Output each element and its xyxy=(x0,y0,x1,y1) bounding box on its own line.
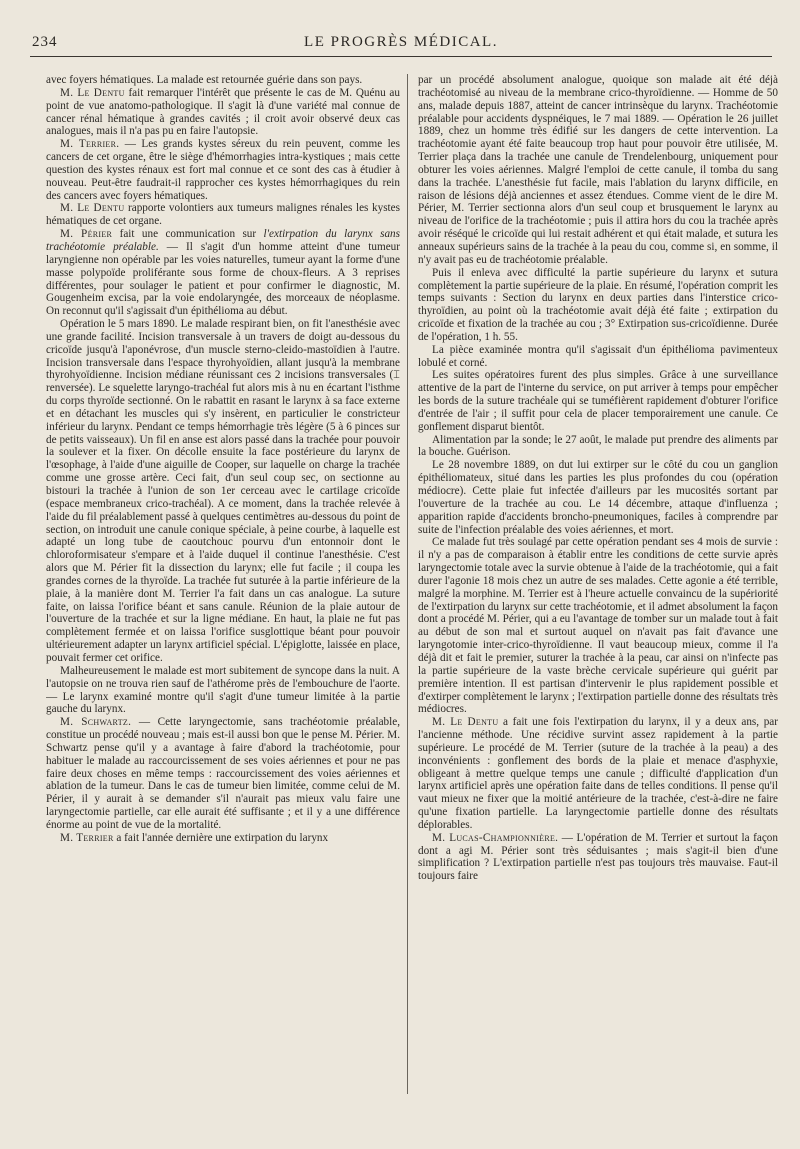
paragraph-text: rapporte volontiers aux tumeurs malignes rénales les kystes hématiques de cet organe. xyxy=(46,202,400,228)
speaker-name: M. Terrier. xyxy=(60,138,120,151)
paragraph-text: a fait l'année dernière une extirpation du larynx xyxy=(113,831,329,844)
paragraph-text: — L'opération de M. Terrier et surtout la façon dont a agi M. Périer sont très séduisantes ; mais s'agit-il bien d'une simplification ? L'extirpation partielle n'est pas toujours très mauvaise. Faut-il toujours faire xyxy=(418,831,778,883)
paragraph-text: Alimentation par la sonde; le 27 août, le malade put prendre des aliments par la bouche. Guérison. xyxy=(418,433,778,459)
paragraph-text: par un procédé absolument analogue, quoique son malade ait été déjà trachéotomisé au niveau de la membrane crico-thyroïdienne. — Homme de 50 ans, malade depuis 1887, atteint de cancer intrinsèque du larynx. Trachéotomie préalable pour accidents dyspnéiques, le 7 mai 1889. — Opération le 26 juillet 1889, chez un homme très édifié sur les dangers de cette intervention. La trachéotomie ayant été faite beaucoup trop haut pour pouvoir être utilisée, M. Terrier plaça dans la trachée une canule de Trendelenbourg, uniquement pour obturer les voies aériennes. Malgré l'emploi de cette canule, il tomba du sang dans la trachée. L'anesthésie fut facile, mais l'ablation du larynx difficile, en raison de lésions déjà anciennes et assez étendues. Comme vient de le dire M. Périer, M. Terrier sectionna alors d'un seul coup et brusquement le larynx au niveau de l'orifice de la trachéotomie ; puis il attira hors du cou la trachée après avoir réséqué le cricoïde qui lui restait adhérent et qui était malade, et sutura les anneaux supérieurs sains de la trachée à la peau du cou, comme si, en somme, il n'y avait pas eu de trachéotomie préalable. xyxy=(418,74,778,266)
left-column xyxy=(46,74,400,1114)
paragraph xyxy=(46,716,400,832)
column-divider xyxy=(407,74,408,1094)
speaker-name: M. Périer xyxy=(60,228,113,241)
page-number: 234 xyxy=(32,34,58,50)
paragraph-text: La pièce examinée montra qu'il s'agissait d'un épithélioma pavimenteux lobulé et corné. xyxy=(418,343,778,369)
paragraph-text: avec foyers hématiques. La malade est retournée guérie dans son pays. xyxy=(46,74,363,86)
paragraph-text: a fait une fois l'extirpation du larynx, il y a deux ans, par l'ancienne méthode. Une récidive survint assez rapidement à la partie supérieure. Le procédé de M. Terrier (suture de la trachée à la peau) a des inconvénients : gonflement des bords de la plaie et menace d'asphyxie, obligeant à mettre quelque temps une canule ; difficulté d'application d'un larynx artificiel après une opération faite dans de telles conditions. Il pense qu'il vaut mieux ne fixer que la moitié antérieure de la trachée, c'est-à-dire ne faire qu'une fixation partielle. La laryngectomie partielle donne des résultats déplorables. xyxy=(418,716,778,831)
paragraph-text: Ce malade fut très soulagé par cette opération pendant ses 4 mois de survie : il n'y a pas de comparaison à établir entre les conditions de cette survie après laryngectomie totale avec la survie obtenue à l'aide de la trachéotomie, qui a fait durer l'agonie 18 mois chez un autre de ses malades. Cette agonie a été terrible, malgré la morphine. M. Terrier est à l'heure actuelle convaincu de la supériorité de l'extirpation du larynx sur cette trachéotomie, et il admet absolument la façon dont a procédé M. Périer, qui a eu l'avantage de tomber sur un malade tout à fait au début de son mal et surtout auquel on n'avait pas fait d'avance une laryngotomie inter-crico-thyroïdienne. Il vaut beaucoup mieux, comme il l'a déjà dit et fait le premier, suturer la trachée à la peau, car ainsi on n'infecte pas la partie supérieure de la vaste brèche cervicale supérieure qui guérit par première intention. Il est partisan d'intervenir le plus rapidement possible et d'extirper complètement le larynx ; l'extirpation partielle donne des résultats très médiocres. xyxy=(418,536,778,716)
paragraph xyxy=(418,369,778,433)
paragraph xyxy=(46,74,400,87)
paragraph xyxy=(418,434,778,460)
paragraph xyxy=(418,74,778,267)
paragraph xyxy=(46,665,400,716)
paragraph xyxy=(46,318,400,665)
running-title: LE PROGRÈS MÉDICAL. xyxy=(304,34,498,50)
paragraph-text: fait une communication sur xyxy=(112,228,264,241)
paragraph xyxy=(418,832,778,883)
speaker-name: M. Schwartz. xyxy=(60,716,132,729)
speaker-name: M. Le Dentu xyxy=(60,86,125,99)
paragraph xyxy=(46,138,400,202)
paragraph xyxy=(46,87,400,138)
paragraph xyxy=(46,202,400,228)
paragraph-text: — Il s'agit d'un homme atteint d'une tumeur laryngienne non opérable par les voies naturelles, tumeur ayant la forme d'une masse polypoïde proliférante sous forme de choux-fleurs. A 3 reprises différentes, pour soulager le patient et pour confirmer le diagnostic, M. Gougenheim excisa, par la voie endolaryngée, des morceaux de néoplasme. On reconnut qu'il s'agissait d'un épithélioma au début. xyxy=(46,240,400,318)
communication-title: l'extirpation du larynx sans trachéotomie préalable. xyxy=(46,228,400,253)
paragraph-text: — Cette laryngectomie, sans trachéotomie préalable, constitue un procédé nouveau ; mais est-il aussi bon que le pense M. Périer. M. Schwartz pense qu'il y a avantage à faire d'abord la trachéotomie, pour habituer le malade au raccourcissement de ses voies aériennes et pour ne pas faire deux choses en même temps : raccourcissement des voies aériennes et ablation de la tumeur. Dans le cas de tumeur bien limitée, comme celui de M. Périer, il y aurait à se demander s'il n'aurait pas mieux valu faire une laryngectomie partielle, car elle aurait été suffisante ; et il y a une différence énorme au point de vue de la mortalité. xyxy=(46,716,400,831)
speaker-name: M. Le Dentu xyxy=(60,202,125,215)
paragraph xyxy=(46,832,400,845)
paragraph-text: Malheureusement le malade est mort subitement de syncope dans la nuit. A l'autopsie on ne trouva rien sauf de l'athérome près de l'embouchure de l'aorte. — Le larynx examiné montre qu'il s'agit d'une tumeur limitée à la partie gauche du larynx. xyxy=(46,664,400,716)
paragraph-text: fait remarquer l'intérêt que présente le cas de M. Quénu au point de vue anatomo-pathologique. Il s'agit là d'une variété mal connue de cancer rénal hématique à grandes cavités ; il croit avoir observé deux cas analogues, mais il n'a pas pu en faire l'autopsie. xyxy=(46,86,400,138)
paragraph-text: Opération le 5 mars 1890. Le malade respirant bien, on fit l'anesthésie avec une grande facilité. Incision transversale à un travers de doigt au-dessous du cricoïde jusqu'à l'aponévrose, d'un muscle sterno-cleido-mastoïdien à l'autre. Incision transversale dans l'espace thyrohyoïdien, allant jusqu'à la membrane thyrohyoïdienne. Incision médiane réunissant ces 2 incisions transversales (⌶ renversée). Le squelette laryngo-trachéal fut alors mis à nu en écartant l'isthme du corps thyroïde sectionné. On le rabattit en rasant le larynx à sa face externe et en détachant les muscles qui s'y insèrent, en particulier le constricteur inférieur du larynx. Pendant ce temps hémorrhagie très légère (5 à 6 pinces sur de petits vaisseaux). Un fil en anse est alors passé dans la trachée pour pouvoir la soulever et la fixer. On décolle ensuite la face postérieure du larynx de l'œsophage, à l'aide d'une aiguille de Cooper, sur laquelle on charge la trachée comme une grosse artère. Ceci fait, d'un seul coup sec, on sectionne au bistouri la trachée à l'union de son 1er cerceau avec le cartilage cricoïde (espace membraneux crico-trachéal). A ce moment, dans la trachée relevée à l'aide du fil préalablement passé à quelques centimètres au-dessous du point de section, on introduit une canule conique spéciale, à peine courbe, à laquelle est adapté un long tube de caoutchouc pourvu d'un entonnoir dont le chloroformisateur s'empare et à l'aide duquel il continue l'anesthésie. C'est alors que M. Périer fit la dissection du larynx; elle fut facile ; il coupa les grandes cornes de la thyroïde. La trachée fut suturée à la partie inférieure de la plaie, à la manière dont M. Terrier l'a fait dans un cas analogue. La suture faite, on laissa l'orifice béant et sans canule. Réunion de la plaie autour de l'ouverture de la trachée et sur la ligne médiane. En haut, la plaie ne fut pas complètement fermée et on laissa l'orifice susglottique béant pour pouvoir ultérieurement adapter un larynx artificiel spécial. L'épiglotte, laissée en place, pouvait fermer cet orifice. xyxy=(46,318,400,664)
page-header xyxy=(30,30,772,57)
paragraph-text: Les suites opératoires furent des plus simples. Grâce à une surveillance attentive de la part de l'interne du service, on put arriver à temps pour empêcher les bords de la suture trachéale qui se tuméfièrent rapidement d'obturer l'orifice d'entrée de l'air ; il suffit pour cela de placer temporairement une canule. Ce gonflement disparut bientôt. xyxy=(418,369,778,433)
paragraph xyxy=(418,536,778,716)
paragraph-text: — Les grands kystes séreux du rein peuvent, comme les cancers de cet organe, être le siège d'hémorrhagies intra-kystiques ; mais cette question des kystes rénaux est fort mal connue et ce sont des cas à étudier à nouveau. Peut-être faudrait-il rapprocher ces kystes hémorrhagiques du rein des cancers avec foyers hématiques. xyxy=(46,138,400,202)
paragraph xyxy=(418,459,778,536)
speaker-name: M. Le Dentu xyxy=(432,716,499,729)
paragraph xyxy=(418,267,778,344)
paragraph xyxy=(418,716,778,832)
paragraph-text: Le 28 novembre 1889, on dut lui extirper sur le côté du cou un ganglion épithéliomateux, situé dans les parties les plus profondes du cou (opération médiocre). Cette plaie fut infectée d'ailleurs par les mucosités sortant par l'ouverture de la trachée au cou. Le 14 décembre, attaque d'influenza ; apparition rapide d'accidents broncho-pneumoniques, faciles à comprendre par suite de l'infection préalable des voies aériennes, et mort. xyxy=(418,459,778,536)
paragraph-text: Puis il enleva avec difficulté la partie supérieure du larynx et sutura complètement la partie supérieure de la plaie. En résumé, l'opération comprit les temps suivants : Section du larynx en deux parties dans l'interstice crico-thyroïdien, au point où la trachéotomie avait déjà été faite ; extirpation du cricoïde et fixation de la trachée au cou ; 3° Extirpation sus-cricoïdienne. Durée de l'opération, 1 h. 55. xyxy=(418,266,778,343)
right-column xyxy=(418,74,778,1114)
paragraph xyxy=(46,228,400,318)
speaker-name: M. Terrier xyxy=(60,831,114,844)
paragraph xyxy=(418,344,778,370)
speaker-name: M. Lucas-Championnière. xyxy=(432,831,559,844)
